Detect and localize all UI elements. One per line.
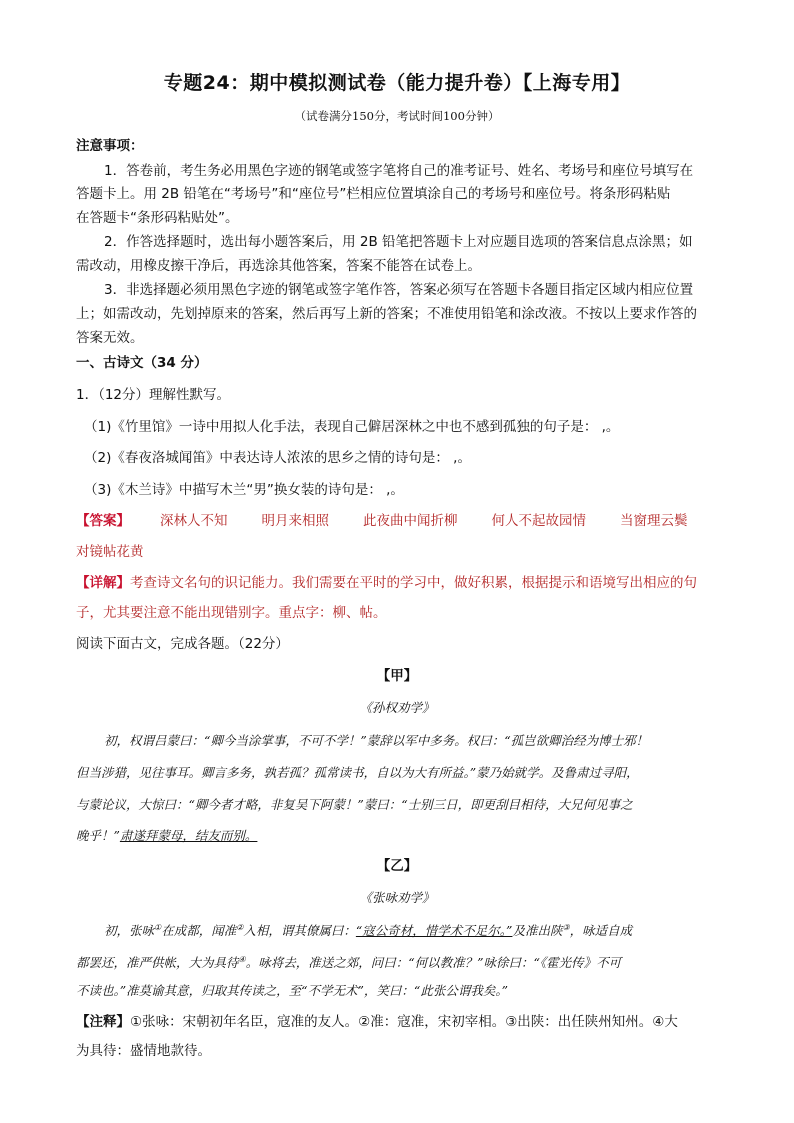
answer-item: 当窗理云鬓 [620, 513, 688, 529]
notice-heading: 注意事项： [76, 138, 144, 154]
answer-item: 明月来相照 [261, 513, 329, 529]
passage-jia-line-4-start: 晚乎！” [76, 828, 120, 843]
question-1-sub-2: （2)《春夜洛城闻笛》中表达诗人浓浓的思乡之情的诗句是： ,。 [84, 450, 471, 466]
note-marker: ① [154, 923, 162, 932]
passage-yi-label: 【乙】 [376, 858, 418, 874]
text-segment: 及准出陕 [512, 923, 563, 939]
section-heading: 一、古诗文（34 分） [76, 355, 208, 371]
answer-line [76, 510, 720, 533]
passage-jia-title: 《孙权劝学》 [359, 700, 435, 715]
answer-item: 此夜曲中闻折柳 [363, 513, 458, 529]
text-segment: 都罢还，准严供帐，大为具待 [76, 955, 239, 971]
question-1-sub-3: （3)《木兰诗》中描写木兰“男”换女装的诗句是： ,。 [84, 482, 404, 498]
detail-text: 考查诗文名句的识记能力。我们需要在平时的学习中，做好积累，根据提示和语境写出相应的句 [130, 575, 697, 591]
notice-item-3-line-1: 3．非选择题必须用黑色字迹的钢笔或签字笔作答，答案必须写在答题卡各题目指定区域内相应位置 [104, 282, 694, 298]
underlined-sentence: “寇公奇材，惜学术不足尔。” [355, 923, 513, 939]
answer-continuation: 对镜帖花黄 [76, 544, 144, 560]
text-segment: 。咏将去，准送之郊，问曰：“何以教准？”咏徐曰：“《霍光传》不可 [245, 955, 622, 971]
notes-line-1 [76, 1011, 720, 1034]
note-marker: ② [236, 923, 244, 932]
detail-label: 【详解】 [76, 575, 130, 591]
notice-item-3-line-3: 答案无效。 [76, 330, 144, 346]
text-segment: 入相，谓其僚属曰： [243, 923, 356, 939]
notes-line-2: 为具待：盛情地款待。 [76, 1043, 211, 1059]
notice-item-2-line-1: 2．作答选择题时，选出每小题答案后，用 2B 铅笔把答题卡上对应题目选项的答案信息点涂黑；如 [104, 234, 693, 250]
reading-intro: 阅读下面古文，完成各题。（22分） [76, 636, 289, 652]
notice-item-1-line-2: 答题卡上。用 2B 铅笔在“考场号”和“座位号”栏相应位置填涂自己的考场号和座位号。将条形码粘贴 [76, 186, 671, 202]
passage-jia-line-3: 与蒙论议，大惊曰：“卿今者才略，非复吴下阿蒙！”蒙曰：“士别三日，即更刮目相待，大兄何见事之 [76, 797, 633, 812]
passage-yi-title: 《张咏劝学》 [359, 890, 435, 905]
notice-item-1-line-3: 在答题卡“条形码粘贴处”。 [76, 210, 239, 226]
notice-item-1-line-1: 1．答卷前，考生务必用黑色字迹的钢笔或签字笔将自己的准考证号、姓名、考场号和座位号填写在 [104, 163, 694, 179]
note-marker: ④ [238, 955, 246, 964]
passage-jia-line-2: 但当涉猎，见往事耳。卿言多务，孰若孤？孤常读书，自以为大有所益。”蒙乃始就学。及鲁肃过寻阳， [76, 765, 639, 780]
notes-label: 【注释】 [76, 1014, 130, 1030]
passage-jia-line-4 [76, 822, 720, 849]
detail-line-2: 子，尤其要注意不能出现错别字。重点字：柳、帖。 [76, 605, 387, 621]
passage-yi-line-1 [104, 914, 720, 944]
notice-item-2-line-2: 需改动，用橡皮擦干净后，再选涂其他答案，答案不能答在试卷上。 [76, 258, 481, 274]
passage-yi-line-2 [76, 946, 720, 976]
notice-item-3-line-2: 上；如需改动，先划掉原来的答案，然后再写上新的答案；不准使用铅笔和涂改液。不按以上要求作答的 [76, 306, 697, 322]
question-1-stem: 1．（12分）理解性默写。 [76, 387, 231, 403]
underlined-sentence: 肃遂拜蒙母，结友而别。 [119, 828, 258, 843]
answer-item: 深林人不知 [160, 513, 228, 529]
text-segment: 在成都，闻准 [161, 923, 237, 939]
passage-yi-line-3: 不读也。”准莫谕其意，归取其传读之，至“不学无术”，笑曰：“此张公谓我矣。” [76, 983, 508, 998]
answer-item: 何人不起故园情 [491, 513, 586, 529]
detail-line-1 [76, 572, 720, 595]
notes-text: ①张咏：宋朝初年名臣，寇准的友人。②准：寇准，宋初宰相。③出陕：出任陕州知州。④大 [130, 1014, 678, 1030]
answer-label: 【答案】 [76, 513, 130, 529]
page-title: 专题24：期中模拟测试卷（能力提升卷）【上海专用】 [163, 72, 631, 94]
passage-jia-line-1: 初，权谓吕蒙曰：“卿今当涂掌事，不可不学！”蒙辞以军中多务。权曰：“孤岂欲卿治经为博士邪！ [104, 733, 649, 748]
text-segment: ，咏适自成 [569, 923, 633, 939]
exam-subtitle: （试卷满分150分，考试时间100分钟） [294, 109, 500, 123]
text-segment: 初，张咏 [104, 923, 155, 939]
question-1-sub-1: （1)《竹里馆》一诗中用拟人化手法，表现自己僻居深林之中也不感到孤独的句子是： ,。 [84, 419, 620, 435]
passage-jia-label: 【甲】 [376, 668, 418, 684]
note-marker: ③ [562, 923, 570, 932]
